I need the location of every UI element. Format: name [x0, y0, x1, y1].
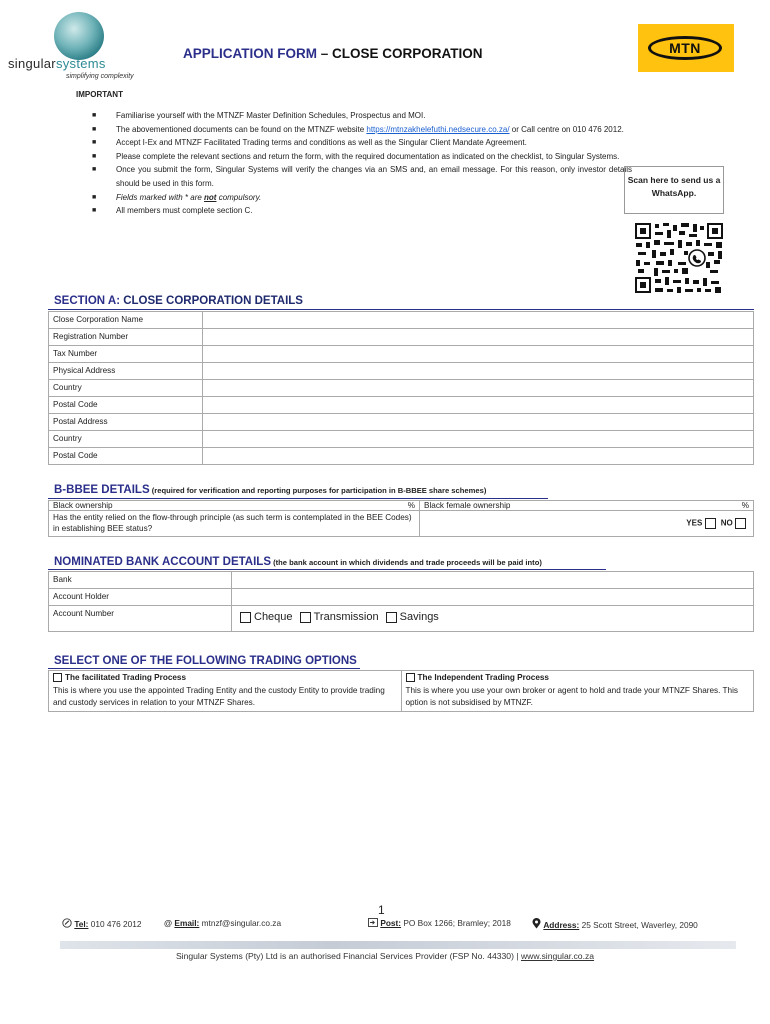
list-item: ■ Familiarise yourself with the MTNZF Master Definition Schedules, Prospectus and MOI. [92, 111, 426, 120]
logo-tagline: simplifying complexity [66, 73, 134, 80]
independent-trading-checkbox[interactable] [406, 673, 415, 682]
account-type-options [232, 606, 754, 632]
registration-number-field[interactable] [203, 329, 754, 346]
black-female-ownership-field[interactable] [731, 501, 754, 511]
table-row [49, 511, 754, 537]
trading-options-table [48, 670, 754, 712]
section-a-divider [48, 309, 754, 310]
yes-label: YES [686, 518, 703, 528]
physical-postal-code-field[interactable] [203, 397, 754, 414]
mail-icon [368, 918, 378, 927]
postal-code-label: Postal Code [49, 448, 203, 465]
bank-divider [48, 569, 606, 570]
postal-address-field[interactable] [203, 414, 754, 431]
independent-trading-description: This is where you use your own broker or agent to hold and trade your MTNZF Shares. This option is not subsidised by MTNZF. [405, 685, 739, 707]
independent-trading-option [401, 671, 754, 712]
facilitated-trading-checkbox[interactable] [53, 673, 62, 682]
bbbee-divider [48, 498, 548, 499]
cheque-label: Cheque [254, 611, 293, 623]
registration-number-label: Registration Number [49, 329, 203, 346]
physical-postal-code-label: Postal Code [49, 397, 203, 414]
physical-address-label: Physical Address [49, 363, 203, 380]
transmission-checkbox[interactable] [300, 612, 311, 623]
table-row [49, 380, 754, 397]
whatsapp-scan-note: Scan here to send us a WhatsApp. [624, 166, 724, 214]
transmission-label: Transmission [313, 611, 379, 623]
table-row [49, 589, 754, 606]
bank-account-table [48, 571, 754, 632]
phone-icon [62, 918, 72, 928]
table-row [49, 346, 754, 363]
table-row [49, 501, 754, 511]
physical-country-field[interactable] [203, 380, 754, 397]
mtn-logo-text: MTN [648, 36, 722, 60]
important-list [92, 109, 632, 218]
table-row [49, 671, 754, 712]
table-row [49, 431, 754, 448]
footer-address: Address: 25 Scott Street, Waverley, 2090 [532, 918, 698, 930]
footer-email: @ Email: mtnzf@singular.co.za [164, 918, 282, 928]
bank-label: Bank [49, 572, 232, 589]
account-number-label: Account Number [49, 606, 232, 632]
postal-code-field[interactable] [203, 448, 754, 465]
physical-country-label: Country [49, 380, 203, 397]
facilitated-trading-description: This is where you use the appointed Trading Entity and the custody Entity to provide trading and custody services in relation to your MTNZF Shares. [53, 685, 385, 707]
flow-through-answer [420, 511, 754, 537]
percent-sign: % [741, 501, 749, 510]
trading-divider [48, 668, 360, 669]
account-holder-label: Account Holder [49, 589, 232, 606]
black-ownership-field[interactable] [397, 501, 420, 511]
globe-icon [54, 12, 104, 60]
tax-number-field[interactable] [203, 346, 754, 363]
savings-checkbox[interactable] [386, 612, 397, 623]
black-female-ownership-label: Black female ownership [420, 501, 732, 511]
postal-country-label: Country [49, 431, 203, 448]
logo-wordmark: singularsystems [8, 56, 106, 71]
footer-tel: Tel: 010 476 2012 [62, 918, 142, 929]
footer-legal: Singular Systems (Pty) Ltd is an authorised Financial Services Provider (FSP No. 44330) | www.singular.co.za [175, 951, 595, 961]
cheque-checkbox[interactable] [240, 612, 251, 623]
mtn-logo [638, 24, 734, 72]
facilitated-trading-title: The facilitated Trading Process [65, 673, 187, 682]
postal-address-label: Postal Address [49, 414, 203, 431]
tax-number-label: Tax Number [49, 346, 203, 363]
black-ownership-label: Black ownership [49, 501, 398, 511]
location-pin-icon [532, 918, 541, 929]
footer-post: Post: PO Box 1266; Bramley; 2018 [368, 918, 511, 928]
form-title: APPLICATION FORM – CLOSE CORPORATION [183, 46, 483, 61]
section-a-title: SECTION A: CLOSE CORPORATION DETAILS [54, 295, 303, 307]
bbbee-title: B-BBEE DETAILS (required for verification and reporting purposes for participation in B-BBEE share schemes) [54, 484, 487, 496]
whatsapp-qr-code[interactable] [634, 222, 724, 294]
trading-options-title: SELECT ONE OF THE FOLLOWING TRADING OPTIONS [54, 655, 357, 667]
yes-checkbox[interactable] [705, 518, 716, 529]
close-corporation-details-table [48, 311, 754, 465]
list-item: ■ Once you submit the form, Singular Systems will verify the changes via an SMS and, an email message. For this reason, only investor details should be used in this form. [92, 165, 632, 188]
table-row [49, 312, 754, 329]
table-row [49, 414, 754, 431]
table-row [49, 397, 754, 414]
table-row [49, 448, 754, 465]
cc-name-label: Close Corporation Name [49, 312, 203, 329]
savings-label: Savings [399, 611, 439, 623]
list-item: ■ All members must complete section C. [92, 206, 253, 216]
table-row [49, 363, 754, 380]
independent-trading-title: The Independent Trading Process [417, 673, 549, 682]
singular-systems-logo [8, 12, 148, 80]
bbbee-table [48, 500, 754, 537]
no-checkbox[interactable] [735, 518, 746, 529]
website-footer-link[interactable]: www.singular.co.za [520, 951, 595, 961]
cc-name-field[interactable] [203, 312, 754, 329]
facilitated-trading-option [49, 671, 402, 712]
no-label: NO [720, 518, 733, 528]
footer-decorative-bar [60, 941, 736, 949]
table-row [49, 572, 754, 589]
postal-country-field[interactable] [203, 431, 754, 448]
percent-sign: % [407, 501, 415, 510]
table-row [49, 329, 754, 346]
account-holder-field[interactable] [232, 589, 754, 606]
page-number: 1 [378, 903, 385, 917]
physical-address-field[interactable] [203, 363, 754, 380]
bank-details-title: NOMINATED BANK ACCOUNT DETAILS (the bank account in which dividends and trade proceeds will be paid into) [54, 556, 542, 568]
important-heading: IMPORTANT [76, 90, 123, 99]
list-item: ■ Please complete the relevant sections and return the form, with the required documentation as indicated on the checklist, to Singular Systems. [92, 151, 620, 161]
website-link[interactable]: https://mtnzakhelefuthi.nedsecure.co.za/ [366, 124, 510, 134]
list-item: ■ The abovementioned documents can be found on the MTNZF website https://mtnzakhelefuthi.nedsecure.co.za/ or Call centre on 010 476 2012. [92, 124, 624, 134]
at-icon: @ [164, 918, 173, 928]
list-item: ■ Fields marked with * are not compulsory. [92, 192, 262, 202]
flow-through-question: Has the entity relied on the flow-through principle (as such term is contemplated in the BEE Codes) in establishing BEE status? [49, 511, 420, 537]
list-item: ■ Accept I-Ex and MTNZF Facilitated Trading terms and conditions as well as the Singular Client Mandate Agreement. [92, 138, 527, 148]
bank-field[interactable] [232, 572, 754, 589]
table-row [49, 606, 754, 632]
